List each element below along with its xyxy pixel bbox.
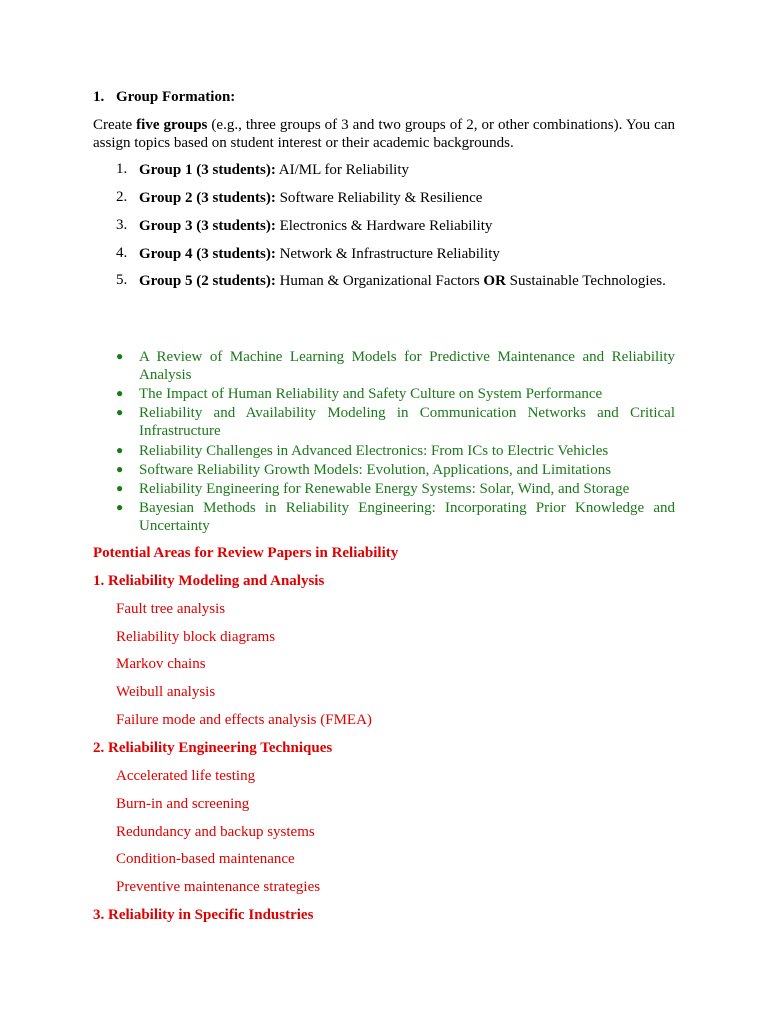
review-title: A Review of Machine Learning Models for Predictive Maintenance and Reliability Analysis [139, 349, 675, 383]
group-number: 1. [116, 161, 128, 177]
bullet-icon: ● [116, 500, 124, 514]
group-number: 4. [116, 245, 128, 261]
review-title: Reliability and Availability Modeling in Communication Networks and Critical Infrastructure [139, 405, 675, 439]
review-title: Bayesian Methods in Reliability Engineering: Incorporating Prior Knowledge and Uncertainty [139, 500, 675, 534]
area-item: Burn-in and screening [116, 796, 250, 812]
group-number: 5. [116, 272, 128, 288]
area-item: Condition-based maintenance [116, 851, 295, 867]
group-topic: Software Reliability & Resilience [275, 190, 483, 206]
area-item: Reliability block diagrams [116, 629, 276, 645]
group-label: Group 3 (3 students): [139, 218, 276, 234]
review-title: Reliability Challenges in Advanced Electronics: From ICs to Electric Vehicles [139, 443, 609, 459]
group-topic: Electronics & Hardware Reliability [275, 218, 493, 234]
potential-areas-title: Potential Areas for Review Papers in Reliability [93, 545, 399, 561]
review-title: The Impact of Human Reliability and Safety Culture on System Performance [139, 386, 603, 402]
intro-prefix: Create [93, 117, 137, 133]
area-item: Preventive maintenance strategies [116, 879, 321, 895]
bullet-icon: ● [116, 462, 124, 476]
section-number: 1. [93, 89, 105, 105]
group-label: Group 4 (3 students): [139, 246, 276, 262]
bullet-icon: ● [116, 443, 124, 457]
intro-paragraph [93, 116, 675, 152]
section-heading [93, 88, 675, 106]
intro-bold: five groups [136, 117, 208, 133]
bullet-icon: ● [116, 405, 124, 419]
group-label: Group 1 (3 students): [139, 162, 276, 178]
area-item: Markov chains [116, 656, 206, 672]
review-title: Software Reliability Growth Models: Evolution, Applications, and Limitations [139, 462, 612, 478]
area-item: Redundancy and backup systems [116, 824, 315, 840]
group-number: 2. [116, 189, 128, 205]
bullet-icon: ● [116, 386, 124, 400]
area-item: Fault tree analysis [116, 601, 226, 617]
group-number: 3. [116, 217, 128, 233]
area-heading: 3. Reliability in Specific Industries [93, 907, 314, 923]
group-topic: Sustainable Technologies. [505, 273, 666, 289]
group-label: Group 5 (2 students): [139, 273, 276, 289]
area-item: Accelerated life testing [116, 768, 256, 784]
group-topic: Network & Infrastructure Reliability [275, 246, 500, 262]
bullet-icon: ● [116, 481, 124, 495]
bullet-icon: ● [116, 349, 124, 363]
section-title: Group Formation: [116, 89, 236, 105]
intro-rest: (e.g., three groups of 3 and two groups of 2, or other combinations). You can assign topics based on student interest or their academic backgrounds. [93, 117, 676, 151]
area-heading: 1. Reliability Modeling and Analysis [93, 573, 325, 589]
review-title: Reliability Engineering for Renewable Energy Systems: Solar, Wind, and Storage [139, 481, 630, 497]
group-topic: AI/ML for Reliability [275, 162, 410, 178]
area-item: Weibull analysis [116, 684, 216, 700]
area-heading: 2. Reliability Engineering Techniques [93, 740, 333, 756]
area-item: Failure mode and effects analysis (FMEA) [116, 712, 372, 728]
group-label: Group 2 (3 students): [139, 190, 276, 206]
group-topic: Human & Organizational Factors [275, 273, 484, 289]
group-topic-or: OR [483, 273, 506, 289]
